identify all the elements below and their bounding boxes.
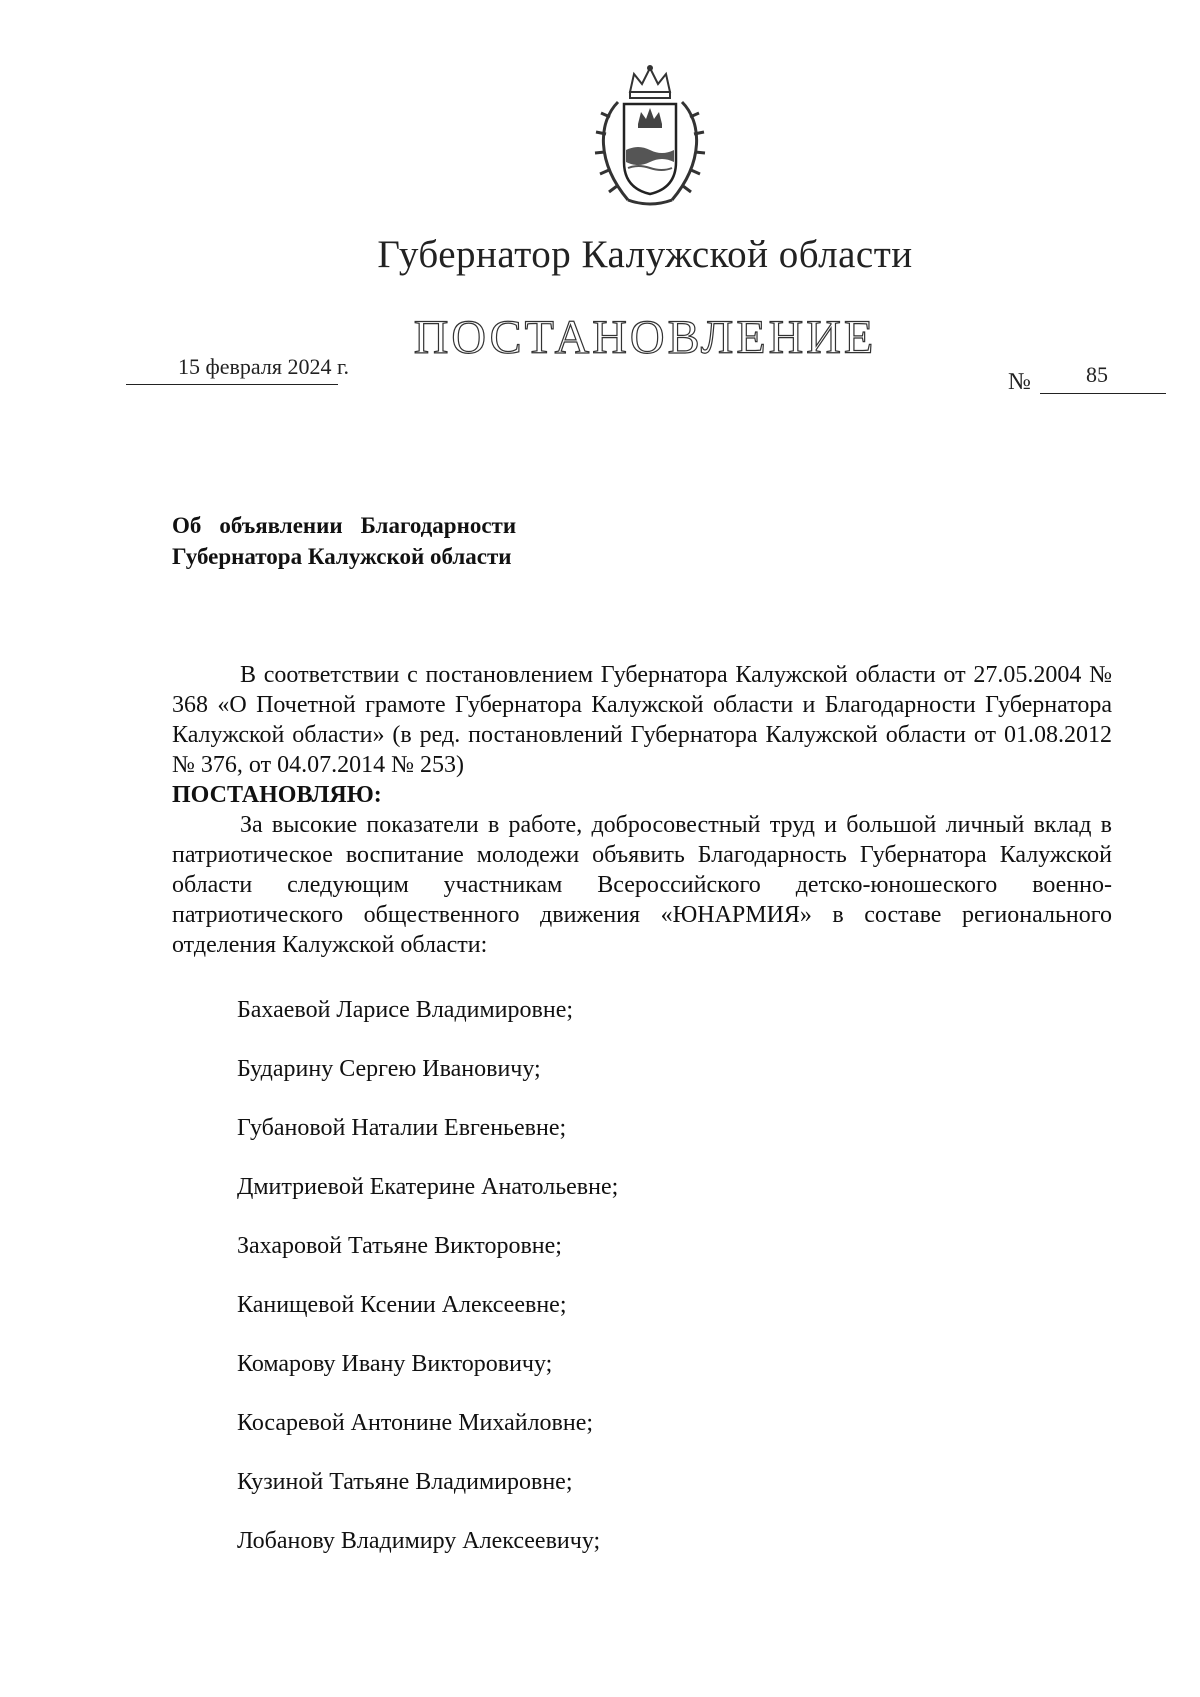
list-item: Бахаевой Ларисе Владимировне;	[237, 997, 574, 1023]
number-sign: №	[1008, 369, 1031, 395]
subject-line-1	[172, 510, 516, 541]
document-type: ПОСТАНОВЛЕНИЕ	[413, 311, 877, 364]
list-item: Губановой Наталии Евгеньевне;	[237, 1115, 567, 1141]
list-item: Захаровой Татьяне Викторовне;	[237, 1233, 562, 1259]
coat-of-arms-icon	[588, 62, 712, 212]
list-item: Косаревой Антонине Михайловне;	[237, 1410, 594, 1436]
authority-title: Губернатор Калужской области	[377, 233, 913, 276]
subject-word: Благодарности	[360, 513, 517, 538]
number-underline	[1040, 393, 1166, 394]
document-date: 15 февраля 2024 г.	[178, 354, 350, 379]
list-item: Кузиной Татьяне Владимировне;	[237, 1469, 573, 1495]
subject-word: Об	[172, 513, 202, 538]
document-body	[172, 660, 1112, 960]
body-paragraph-2: За высокие показатели в работе, добросовестный труд и большой личный вклад в патриотическое воспитание молодежи объявить Благодарность Губернатора Калужской области следующим участникам Всероссийского детско-юношеского военно-патриотического общественного движения «ЮНАРМИЯ» в составе регионального отделения Калужской области:	[172, 812, 1112, 958]
subject-word: объявлении	[219, 513, 343, 538]
body-paragraph-1: В соответствии с постановлением Губернатора Калужской области от 27.05.2004 № 368 «О Почетной грамоте Губернатора Калужской области и Благодарности Губернатора Калужской области» (в ред. постановлений Губернатора Калужской области от 01.08.2012 № 376, от 04.07.2014 № 253)	[172, 662, 1112, 778]
document-subject	[172, 510, 516, 572]
date-underline	[126, 384, 338, 385]
list-item: Канищевой Ксении Алексеевне;	[237, 1292, 567, 1318]
decree-word: ПОСТАНОВЛЯЮ:	[172, 782, 382, 808]
list-item: Комарову Ивану Викторовичу;	[237, 1351, 553, 1377]
list-item: Лобанову Владимиру Алексеевичу;	[237, 1528, 601, 1554]
subject-line-2: Губернатора Калужской области	[172, 544, 512, 569]
awardee-list	[237, 995, 618, 1585]
document-number: 85	[1086, 362, 1108, 387]
list-item: Бударину Сергею Ивановичу;	[237, 1056, 541, 1082]
list-item: Дмитриевой Екатерине Анатольевне;	[237, 1174, 619, 1200]
